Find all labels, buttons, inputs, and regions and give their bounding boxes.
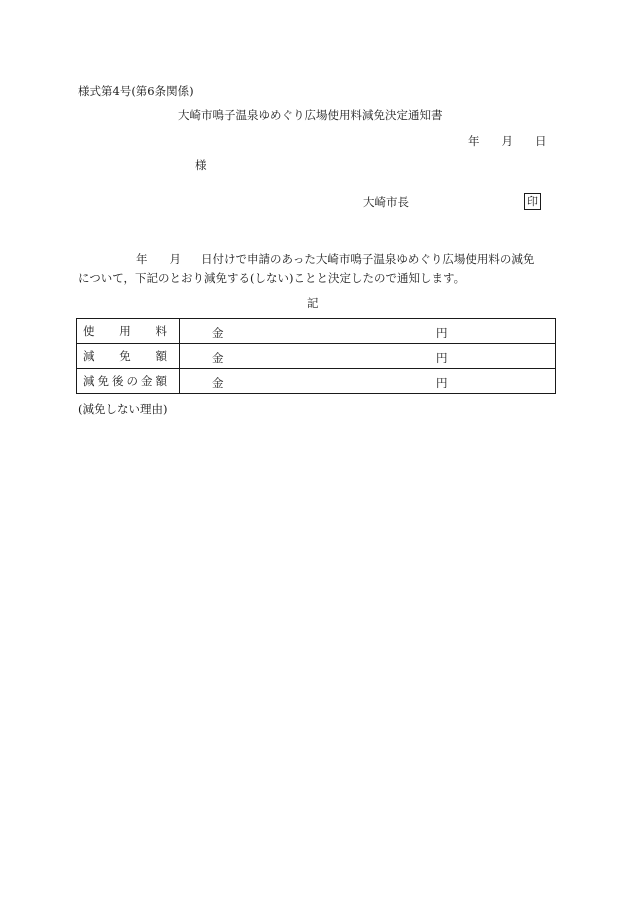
label-char: 料: [155, 324, 167, 338]
amount-prefix: 金: [212, 326, 224, 340]
ki-heading: 記: [307, 296, 319, 310]
seal-mark: 印: [524, 193, 541, 210]
table-row: [77, 319, 556, 344]
date-month: 月: [501, 134, 513, 148]
amount-unit: 円: [436, 326, 448, 340]
amount-prefix: 金: [212, 376, 224, 390]
label-char: 後: [112, 374, 124, 388]
reason-note: (減免しない理由): [78, 402, 168, 416]
label-char: の: [126, 374, 138, 388]
issue-date: [468, 136, 547, 148]
row-label-reduction-amount: [77, 344, 180, 369]
document-title: 大崎市鳴子温泉ゆめぐり広場使用料減免決定通知書: [178, 108, 443, 122]
body-line1-rest: 日付けで申請のあった大崎市鳴子温泉ゆめぐり広場使用料の減免: [201, 252, 535, 266]
row-label-amount-after-reduction: [77, 369, 180, 394]
amount-unit: 円: [436, 376, 448, 390]
date-year: 年: [468, 134, 480, 148]
amount-cell-reduction-amount: [180, 344, 556, 369]
amount-prefix: 金: [212, 351, 224, 365]
fee-table: [76, 318, 556, 394]
label-char: 額: [155, 349, 167, 363]
label-char: 使: [83, 324, 95, 338]
table-row: [77, 344, 556, 369]
date-day: 日: [535, 134, 547, 148]
addressee-suffix: 様: [195, 158, 207, 172]
issuer-name: 大崎市長: [363, 195, 409, 209]
table-row: [77, 369, 556, 394]
form-number: 様式第4号(第6条関係): [78, 84, 194, 98]
label-char: 減: [83, 349, 95, 363]
amount-cell-usage-fee: [180, 319, 556, 344]
body-year: 年: [136, 252, 148, 266]
label-char: 用: [119, 324, 131, 338]
label-char: 免: [97, 374, 109, 388]
amount-cell-amount-after-reduction: [180, 369, 556, 394]
body-text-line-1: [136, 254, 534, 266]
body-text-line-2: について，下記のとおり減免する(しない)ことと決定したので通知します。: [78, 271, 466, 285]
label-char: 免: [119, 349, 131, 363]
amount-unit: 円: [436, 351, 448, 365]
body-month: 月: [169, 252, 181, 266]
label-char: 減: [83, 374, 95, 388]
label-char: 金: [141, 374, 153, 388]
row-label-usage-fee: [77, 319, 180, 344]
label-char: 額: [155, 374, 167, 388]
